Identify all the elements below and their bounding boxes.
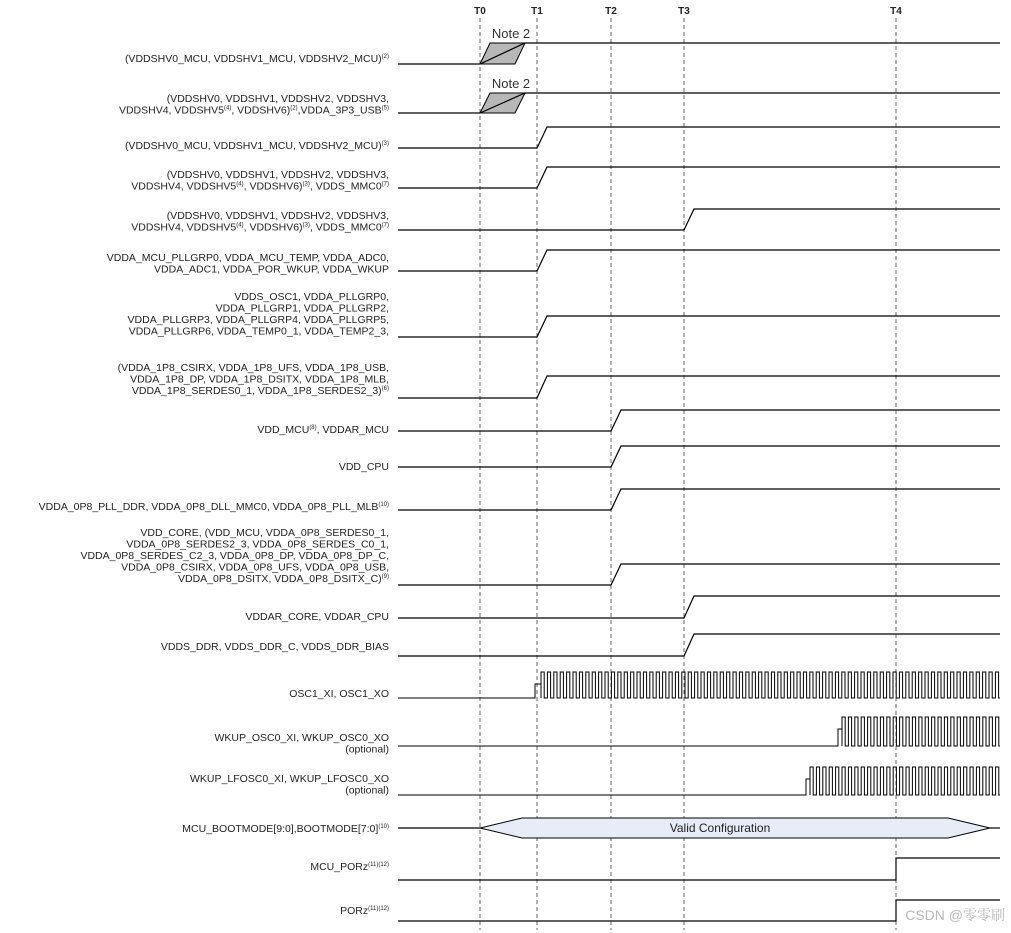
signal-label: VDD_CORE, (VDD_MCU, VDDA_0P8_SERDES0_1, VDDA_0P8_SERDES2_3, VDDA_0P8_SERDES_C0_1, VDDA_0P8_SERDES_C2_3, VDDA_0P8_DP, VDDA_0P8_DP_C, VDDA_0P8_CSIRX, VDDA_0P8_UFS, VDDA_0P8_USB, VDDA_0P8_DSITX, VDDA_0P8_DSITX_C)$^{(9)}$ — [80, 527, 389, 585]
signal-waveform — [398, 858, 1000, 880]
signal-label: WKUP_OSC0_XI, WKUP_OSC0_XO (optional) — [214, 732, 389, 756]
signal-waveform — [398, 634, 1000, 656]
signal-label: VDD_CPU — [338, 461, 389, 473]
signal-waveform — [398, 376, 1000, 398]
time-marker-label-t4: T4 — [890, 6, 902, 17]
signal-waveform — [398, 596, 1000, 618]
clock-waveform — [398, 717, 1000, 746]
signal-label: (VDDSHV0_MCU, VDDSHV1_MCU, VDDSHV2_MCU)$^{(3)}$ — [124, 140, 389, 152]
signal-label: VDDA_MCU_PLLGRP0, VDDA_MCU_TEMP, VDDA_ADC0, VDDA_ADC1, VDDA_POR_WKUP, VDDA_WKUP — [106, 252, 389, 276]
signal-label: VDD_MCU$^{(8)}$, VDDAR_MCU — [257, 424, 389, 436]
time-marker-label-t0: T0 — [474, 6, 486, 17]
signal-waveform — [398, 209, 1000, 230]
signal-label: VDDS_OSC1, VDDA_PLLGRP0, VDDA_PLLGRP1, VDDA_PLLGRP2, VDDA_PLLGRP3, VDDA_PLLGRP4, VDDA_PLLGRP5, VDDA_PLLGRP6, VDDA_TEMP0_1, VDDA_TEMP2_3, — [127, 291, 389, 338]
bus-label: Valid Configuration — [669, 821, 771, 835]
signal-waveform — [398, 446, 1000, 467]
watermark: CSDN @零零刷 — [905, 907, 1005, 923]
signal-waveform — [398, 167, 1000, 188]
signal-label: (VDDA_1P8_CSIRX, VDDA_1P8_UFS, VDDA_1P8_USB, VDDA_1P8_DP, VDDA_1P8_DSITX, VDDA_1P8_MLB, VDDA_1P8_SERDES0_1, VDDA_1P8_SERDES2_3)$^{(6)}$ — [117, 362, 389, 397]
signal-label: (VDDSHV0, VDDSHV1, VDDSHV2, VDDSHV3, VDDSHV4, VDDSHV5$^{(4)}$, VDDSHV6)$^{(2)}$,VDDA_3P3_USB$^{(5)}$ — [118, 93, 389, 117]
note-label: Note 2 — [491, 76, 531, 91]
signal-label: VDDA_0P8_PLL_DDR, VDDA_0P8_DLL_MMC0, VDDA_0P8_PLL_MLB$^{(10)}$ — [38, 501, 389, 513]
signal-labels — [39, 53, 389, 917]
waveforms — [398, 43, 1000, 921]
time-marker-label-t2: T2 — [605, 6, 617, 17]
time-marker-label-t3: T3 — [678, 6, 690, 17]
signal-label: (VDDSHV0, VDDSHV1, VDDSHV2, VDDSHV3, VDDSHV4, VDDSHV5$^{(4)}$, VDDSHV6)$^{(3)}$, VDDS_MMC0$^{(7)}$ — [131, 169, 389, 193]
signal-label: VDDAR_CORE, VDDAR_CPU — [245, 611, 389, 623]
signal-label: MCU_PORz$^{(11)(12)}$ — [310, 861, 389, 873]
signal-label: PORz$^{(11)(12)}$ — [340, 905, 389, 917]
signal-waveform — [398, 250, 1000, 271]
time-marker-label-t1: T1 — [531, 6, 543, 17]
signal-label: WKUP_LFOSC0_XI, WKUP_LFOSC0_XO (optional) — [190, 773, 389, 797]
signal-waveform — [398, 489, 1000, 510]
signal-waveform — [398, 127, 1000, 148]
signal-label: MCU_BOOTMODE[9:0],BOOTMODE[7:0]$^{(10)}$ — [182, 823, 389, 835]
clock-waveform — [398, 767, 1000, 795]
signal-label: (VDDSHV0, VDDSHV1, VDDSHV2, VDDSHV3, VDDSHV4, VDDSHV5$^{(4)}$, VDDSHV6)$^{(3)}$, VDDS_MMC0$^{(7)}$ — [131, 210, 389, 234]
signal-label: VDDS_DDR, VDDS_DDR_C, VDDS_DDR_BIAS — [160, 641, 389, 653]
clock-waveform — [398, 672, 1000, 698]
note-annotations — [480, 26, 530, 113]
signal-waveform — [398, 316, 1000, 337]
signal-waveform — [398, 410, 1000, 431]
note-label: Note 2 — [491, 26, 531, 41]
signal-waveform — [398, 564, 1000, 585]
signal-label: OSC1_XI, OSC1_XO — [289, 688, 389, 700]
signal-label: (VDDSHV0_MCU, VDDSHV1_MCU, VDDSHV2_MCU)$^{(2)}$ — [124, 53, 389, 65]
